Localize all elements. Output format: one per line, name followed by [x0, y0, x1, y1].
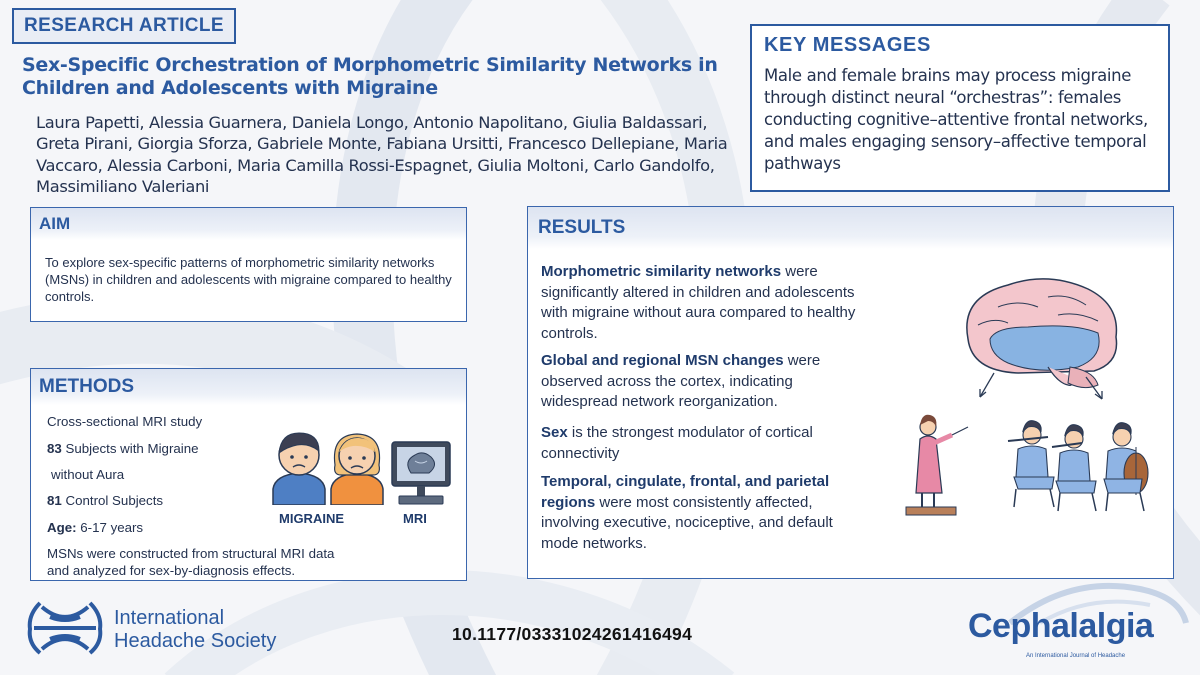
aim-panel: [30, 207, 467, 322]
methods-migraine-type: without Aura: [51, 467, 125, 482]
results-finding-4: Temporal, cingulate, frontal, and parietal regions were most consistently affected, involving executive, nociceptive, and default mode networks.: [541, 473, 833, 552]
methods-control-count: 81 Control Subjects: [47, 493, 164, 508]
ihs-name: [114, 607, 276, 653]
aim-text: To explore sex-specific patterns of morphometric similarity networks (MSNs) in children and adolescents with migraine compared to healthy controls.: [45, 255, 452, 304]
ihs-logo-icon: [24, 597, 106, 659]
aim-heading: AIM: [31, 208, 466, 240]
methods-study-design: Cross-sectional MRI study: [47, 414, 203, 429]
methods-age-range: Age: 6-17 years: [47, 520, 144, 535]
methods-panel: [30, 368, 467, 581]
mri-label: MRI: [403, 511, 427, 526]
article-type-badge: RESEARCH ARTICLE: [12, 8, 236, 44]
methods-migraine-count: 83 Subjects with Migraine: [47, 441, 199, 456]
key-messages-box: [750, 24, 1170, 192]
doi-link[interactable]: 10.1177/03331024261416494: [452, 624, 693, 644]
author-list: Laura Papetti, Alessia Guarnera, Daniela Longo, Antonio Napolitano, Giulia Baldassari, Greta Pirani, Giorgia Sforza, Gabriele Monte, Fabiana Ursitti, Francesco Dellepiane, Maria Vaccaro, Alessia Carboni, Maria Camilla Rossi-Espagnet, Giulia Moltoni, Carlo Gandolfo, Massimiliano Valeriani: [36, 113, 728, 197]
cephalalgia-logo: Cephalalgia: [968, 607, 1154, 645]
brain-orchestra-illustration: [898, 267, 1168, 527]
results-heading: RESULTS: [528, 207, 1173, 249]
ihs-name-line1: International: [114, 607, 225, 629]
results-finding-2: Global and regional MSN changes were observed across the cortex, indicating widespread network reorganization.: [541, 352, 821, 410]
children-with-headache-illustration: [269, 425, 389, 505]
results-finding-1: Morphometric similarity networks were significantly altered in children and adolescents with migraine without aura compared to healthy controls.: [541, 263, 856, 342]
key-messages-heading: KEY MESSAGES: [764, 34, 931, 56]
migraine-label: MIGRAINE: [279, 511, 344, 526]
cephalalgia-tagline: An International Journal of Headache: [1026, 653, 1126, 659]
methods-analysis-line2: and analyzed for sex-by-diagnosis effects.: [47, 563, 296, 578]
results-finding-3: Sex is the strongest modulator of cortical connectivity: [541, 424, 813, 462]
methods-analysis-line1: MSNs were constructed from structural MRI data: [47, 546, 335, 561]
methods-heading: METHODS: [31, 369, 466, 405]
ihs-name-line2: Headache Society: [114, 630, 277, 652]
article-title: Sex-Specific Orchestration of Morphometric Similarity Networks in Children and Adolescents with Migraine: [22, 54, 718, 99]
key-messages-text: Male and female brains may process migraine through distinct neural “orchestras”: females conducting cognitive–attentive frontal networks, and males engaging sensory–affective temporal pathways: [764, 66, 1148, 173]
mri-monitor-illustration: [389, 439, 453, 507]
results-panel: [527, 206, 1174, 579]
